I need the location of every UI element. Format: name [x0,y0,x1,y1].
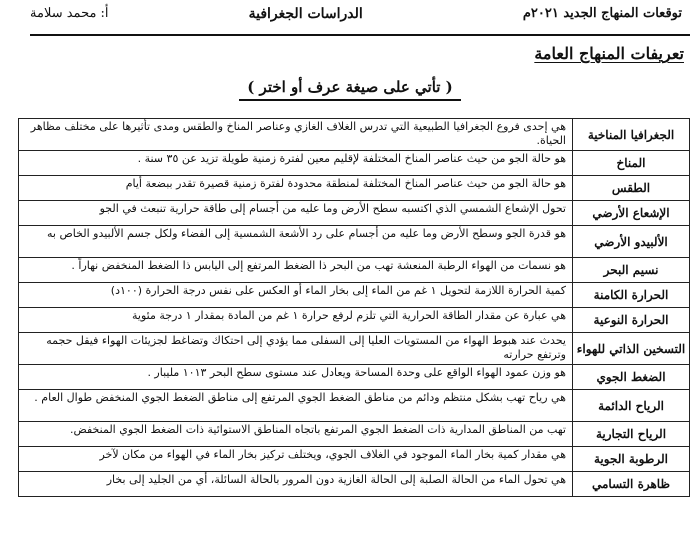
header-author: أ: محمد سلامة [30,6,109,21]
header-divider [30,34,690,36]
table-row [18,258,690,283]
term-cell: الجغرافيا المناخية [572,119,690,150]
definition-cell [18,258,572,282]
definition-text: هو حالة الجو من حيث عناصر المناخ المختلفة لإقليم معين لفترة زمنية طويلة تزيد عن ٣٥ سنة . [137,152,566,165]
term-cell: الضغط الجوي [572,365,690,389]
definition-text: هي مقدار كمية بخار الماء الموجود في الغلاف الجوي، ويختلف تركيز بخار الماء في الهواء من مكان لآخر [99,448,566,461]
definition-text: تحول الإشعاع الشمسي الذي اكتسبه سطح الأرض وما عليه من أجسام إلى طاقة حرارية تنبعث في الجو [99,202,566,215]
definition-text: هي عبارة عن مقدار الطاقة الحرارية التي تلزم لرفع حرارة ١ غم من المادة بمقدار ١ درجة مئوية [132,309,566,322]
term-cell: الحرارة الكامنة [572,283,690,307]
term-cell: الإشعاع الأرضي [572,201,690,225]
definition-text: هو وزن عمود الهواء الواقع على وحدة المساحة ويعادل عند مستوى سطح البحر ١٠١٣ مليبار . [147,366,566,379]
table-row [18,226,690,258]
definition-cell [18,390,572,421]
definition-cell [18,447,572,471]
definition-text: يحدث عند هبوط الهواء من المستويات العليا إلى السفلى مما يؤدي إلى احتكاك وتضاغط لجزيئات الهواء فيقل حجمه وترتفع حرارته [46,334,566,361]
definition-cell [18,422,572,446]
definition-cell [18,283,572,307]
term-cell: الرطوبة الجوية [572,447,690,471]
term-cell: الألبيدو الأرضي [572,226,690,257]
definition-text: هو نسمات من الهواء الرطبة المنعشة تهب من البحر ذا الضغط المرتفع إلى اليابس ذا الضغط المنخفض نهاراً . [71,259,566,272]
definition-cell [18,365,572,389]
term-cell: الطقس [572,176,690,200]
term-cell: الحرارة النوعية [572,308,690,332]
term-cell: ظاهرة التسامي [572,472,690,496]
table-row [18,201,690,226]
definition-cell [18,176,572,200]
table-row [18,333,690,365]
term-cell: الرياح الدائمة [572,390,690,421]
subtitle-text: ( تأتي على صيغة عرف أو اختر ) [239,78,461,101]
section-title: تعريفات المنهاج العامة [534,44,684,63]
table-row [18,283,690,308]
table-row [18,422,690,447]
table-row [18,447,690,472]
table-row [18,119,690,151]
definition-cell [18,201,572,225]
definition-text: هي رياح تهب بشكل منتظم ودائم من مناطق الضغط الجوي المرتفع إلى مناطق الضغط الجوي المنخفض طوال العام . [34,391,566,404]
term-cell: نسيم البحر [572,258,690,282]
definition-cell [18,333,572,364]
definition-cell [18,151,572,175]
definitions-table [18,118,690,497]
definition-cell [18,226,572,257]
definition-text: كمية الحرارة اللازمة لتحويل ١ غم من الماء إلى بخار الماء أو العكس على نفس درجة الحرارة (١٠٠د) [110,284,566,297]
table-row [18,151,690,176]
table-row [18,176,690,201]
definition-cell [18,472,572,496]
definition-cell [18,119,572,150]
term-cell: الرياح التجارية [572,422,690,446]
definition-text: هو حالة الجو من حيث عناصر المناخ المختلفة لمنطقة محدودة لفترة زمنية قصيرة تقدر ببضعة أيام [125,177,566,190]
definition-text: هي إحدى فروع الجغرافيا الطبيعية التي تدرس الغلاف الغازي وعناصر المناخ والطقس ومدى تأثيرها على مختلف مظاهر الحياة. [30,120,566,147]
header-subject: الدراسات الجغرافية [248,6,363,22]
table-row [18,390,690,422]
definition-text: هو قدرة الجو وسطح الأرض وما عليه من أجسام على رد الأشعة الشمسية إلى الفضاء ولكل جسم الألبيدو الخاص به [47,227,566,240]
definition-text: هي تحول الماء من الحالة الصلبة إلى الحالة الغازية دون المرور بالحالة السائلة، أي من الجليد إلى بخار [106,473,566,486]
table-row [18,472,690,497]
header-title: توقعات المنهاج الجديد ٢٠٢١م [522,6,682,21]
table-row [18,308,690,333]
subtitle [0,78,700,101]
table-row [18,365,690,390]
term-cell: المناخ [572,151,690,175]
term-cell: التسخين الذاتي للهواء [572,333,690,364]
definition-cell [18,308,572,332]
page-header [30,6,682,34]
definition-text: تهب من المناطق المدارية ذات الضغط الجوي المرتفع باتجاه المناطق الاستوائية ذات الضغط الجوي المنخفض. [70,423,566,436]
